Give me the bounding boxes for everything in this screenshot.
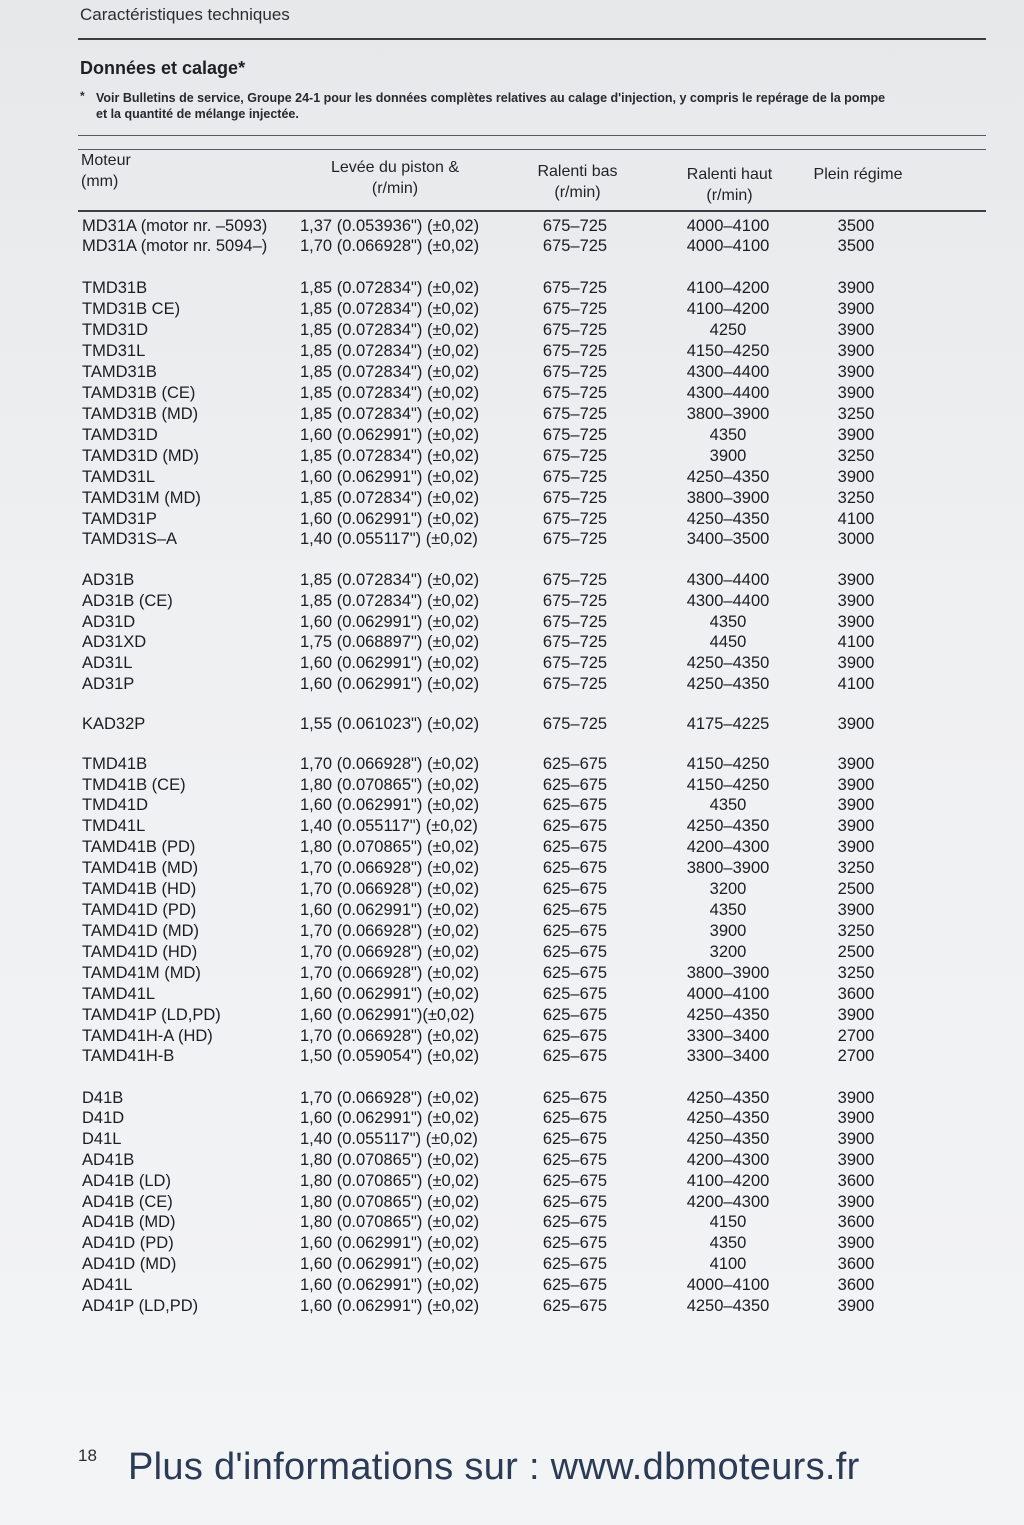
idle-low-cell: 675–725 xyxy=(542,654,608,672)
idle-low-cell: 675–725 xyxy=(542,217,608,235)
full-speed-cell: 3600 xyxy=(837,1213,875,1231)
full-speed-cell: 3900 xyxy=(837,1109,875,1127)
piston-lift-cell: 1,40 (0.055117") (±0,02) xyxy=(300,530,478,548)
column-header-levee-line1: Levée du piston & xyxy=(330,159,460,176)
engine-model-cell: TAMD41H-B xyxy=(82,1047,175,1065)
idle-high-cell: 3800–3900 xyxy=(686,859,770,877)
idle-high-cell: 4250–4350 xyxy=(686,1006,770,1024)
idle-low-cell: 675–725 xyxy=(542,715,608,733)
piston-lift-cell: 1,85 (0.072834") (±0,02) xyxy=(300,571,480,589)
idle-low-cell: 625–675 xyxy=(542,1006,608,1024)
engine-model-cell: AD41B (CE) xyxy=(82,1193,173,1211)
piston-lift-cell: 1,70 (0.066928") (±0,02) xyxy=(300,880,480,898)
full-speed-cell: 3900 xyxy=(837,384,875,402)
idle-low-cell: 625–675 xyxy=(542,1027,608,1045)
idle-high-cell: 3200 xyxy=(709,943,747,961)
full-speed-cell: 3900 xyxy=(837,363,875,381)
idle-high-cell: 3900 xyxy=(709,922,747,940)
piston-lift-cell: 1,85 (0.072834") (±0,02) xyxy=(300,363,480,381)
piston-lift-cell: 1,60 (0.062991") (±0,02) xyxy=(300,675,480,693)
full-speed-cell: 3900 xyxy=(837,1234,875,1252)
piston-lift-cell: 1,60 (0.062991") (±0,02) xyxy=(300,1255,480,1273)
engine-model-cell: TAMD31P xyxy=(82,510,157,528)
idle-low-cell: 625–675 xyxy=(542,859,608,877)
engine-model-cell: D41L xyxy=(82,1130,122,1148)
idle-high-cell: 4200–4300 xyxy=(686,1193,770,1211)
idle-low-cell: 625–675 xyxy=(542,1255,608,1273)
engine-model-cell: MD31A (motor nr. 5094–) xyxy=(82,237,268,255)
idle-low-cell: 675–725 xyxy=(542,633,608,651)
engine-model-cell: TAMD31S–A xyxy=(82,530,178,548)
idle-high-cell: 4350 xyxy=(709,426,747,444)
idle-low-cell: 625–675 xyxy=(542,880,608,898)
idle-low-cell: 675–725 xyxy=(542,613,608,631)
idle-low-cell: 675–725 xyxy=(542,592,608,610)
idle-low-cell: 625–675 xyxy=(542,1193,608,1211)
idle-low-cell: 675–725 xyxy=(542,426,608,444)
footnote-line-2: et la quantité de mélange injectée. xyxy=(96,107,299,121)
idle-low-cell: 675–725 xyxy=(542,468,608,486)
full-speed-cell: 3900 xyxy=(837,300,875,318)
engine-model-cell: TAMD31B xyxy=(82,363,157,381)
idle-high-cell: 4350 xyxy=(709,613,747,631)
engine-model-cell: AD31B (CE) xyxy=(82,592,173,610)
page-header-title: Caractéristiques techniques xyxy=(80,5,290,24)
piston-lift-cell: 1,60 (0.062991") (±0,02) xyxy=(300,1234,480,1252)
full-speed-cell: 3900 xyxy=(837,817,875,835)
full-speed-cell: 3900 xyxy=(837,279,875,297)
idle-high-cell: 3800–3900 xyxy=(686,405,770,423)
full-speed-cell: 3900 xyxy=(837,796,875,814)
idle-high-cell: 4250–4350 xyxy=(686,1130,770,1148)
full-speed-cell: 3900 xyxy=(837,592,875,610)
full-speed-cell: 3250 xyxy=(837,922,875,940)
full-speed-cell: 3900 xyxy=(837,426,875,444)
idle-low-cell: 625–675 xyxy=(542,1213,608,1231)
section-title: Données et calage* xyxy=(80,58,246,78)
idle-high-cell: 4300–4400 xyxy=(686,384,770,402)
column-header-ralenti-bas-line1: Ralenti bas xyxy=(537,163,618,180)
engine-model-cell: AD41D (MD) xyxy=(82,1255,177,1273)
engine-model-cell: D41B xyxy=(82,1089,124,1107)
engine-model-cell: TAMD31B (MD) xyxy=(82,405,199,423)
idle-high-cell: 3900 xyxy=(709,447,747,465)
full-speed-cell: 3900 xyxy=(837,1193,875,1211)
engine-model-cell: TAMD41D (PD) xyxy=(82,901,197,919)
website-banner: Plus d'informations sur : www.dbmoteurs.fr xyxy=(128,1446,860,1488)
piston-lift-cell: 1,85 (0.072834") (±0,02) xyxy=(300,279,480,297)
piston-lift-cell: 1,70 (0.066928") (±0,02) xyxy=(300,922,480,940)
idle-high-cell: 4250–4350 xyxy=(686,654,770,672)
idle-high-cell: 4250–4350 xyxy=(686,468,770,486)
idle-low-cell: 625–675 xyxy=(542,985,608,1003)
idle-high-cell: 4000–4100 xyxy=(686,1276,770,1294)
full-speed-cell: 3500 xyxy=(837,217,875,235)
idle-low-cell: 625–675 xyxy=(542,1109,608,1127)
full-speed-cell: 4100 xyxy=(837,510,875,528)
idle-low-cell: 625–675 xyxy=(542,838,608,856)
engine-model-cell: AD41D (PD) xyxy=(82,1234,174,1252)
idle-high-cell: 3200 xyxy=(709,880,747,898)
full-speed-cell: 3900 xyxy=(837,468,875,486)
idle-high-cell: 4350 xyxy=(709,1234,747,1252)
piston-lift-cell: 1,85 (0.072834") (±0,02) xyxy=(300,384,480,402)
idle-low-cell: 675–725 xyxy=(542,342,608,360)
idle-low-cell: 625–675 xyxy=(542,964,608,982)
idle-low-cell: 625–675 xyxy=(542,1151,608,1169)
full-speed-cell: 3900 xyxy=(837,1006,875,1024)
engine-model-cell: AD31B xyxy=(82,571,135,589)
idle-low-cell: 675–725 xyxy=(542,300,608,318)
idle-high-cell: 4450 xyxy=(709,633,747,651)
full-speed-cell: 3500 xyxy=(837,237,875,255)
piston-lift-cell: 1,70 (0.066928") (±0,02) xyxy=(300,859,480,877)
column-header-plein-regime-line1: Plein régime xyxy=(813,166,903,183)
piston-lift-cell: 1,80 (0.070865") (±0,02) xyxy=(300,1213,480,1231)
idle-high-cell: 4250–4350 xyxy=(686,1089,770,1107)
engine-model-cell: TMD41L xyxy=(82,817,146,835)
idle-low-cell: 625–675 xyxy=(542,1130,608,1148)
engine-model-cell: TMD41D xyxy=(82,796,149,814)
full-speed-cell: 4100 xyxy=(837,633,875,651)
column-header-ralenti-bas-line2: (r/min) xyxy=(554,184,601,201)
idle-low-cell: 625–675 xyxy=(542,901,608,919)
idle-low-cell: 625–675 xyxy=(542,943,608,961)
piston-lift-cell: 1,85 (0.072834") (±0,02) xyxy=(300,447,480,465)
engine-model-cell: TAMD31L xyxy=(82,468,156,486)
engine-model-cell: TAMD41P (LD,PD) xyxy=(82,1006,221,1024)
piston-lift-cell: 1,80 (0.070865") (±0,02) xyxy=(300,1172,480,1190)
idle-high-cell: 4200–4300 xyxy=(686,1151,770,1169)
engine-model-cell: TAMD31B (CE) xyxy=(82,384,196,402)
piston-lift-cell: 1,60 (0.062991") (±0,02) xyxy=(300,1297,480,1315)
full-speed-cell: 3600 xyxy=(837,1276,875,1294)
engine-model-cell: TMD41B xyxy=(82,755,148,773)
engine-model-cell: TAMD41D (HD) xyxy=(82,943,198,961)
engine-model-cell: MD31A (motor nr. –5093) xyxy=(82,217,268,235)
engine-model-cell: KAD32P xyxy=(82,715,146,733)
engine-model-cell: TAMD41M (MD) xyxy=(82,964,201,982)
full-speed-cell: 3900 xyxy=(837,613,875,631)
piston-lift-cell: 1,75 (0.068897") (±0,02) xyxy=(300,633,480,651)
piston-lift-cell: 1,60 (0.062991") (±0,02) xyxy=(300,426,480,444)
idle-low-cell: 675–725 xyxy=(542,384,608,402)
full-speed-cell: 3900 xyxy=(837,755,875,773)
idle-low-cell: 675–725 xyxy=(542,279,608,297)
idle-low-cell: 675–725 xyxy=(542,675,608,693)
engine-model-cell: TMD31B xyxy=(82,279,148,297)
piston-lift-cell: 1,55 (0.061023") (±0,02) xyxy=(300,715,480,733)
idle-high-cell: 4250 xyxy=(709,321,747,339)
full-speed-cell: 3000 xyxy=(837,530,875,548)
full-speed-cell: 3900 xyxy=(837,1297,875,1315)
idle-low-cell: 675–725 xyxy=(542,447,608,465)
idle-high-cell: 3400–3500 xyxy=(686,530,770,548)
full-speed-cell: 3900 xyxy=(837,838,875,856)
piston-lift-cell: 1,85 (0.072834") (±0,02) xyxy=(300,342,480,360)
engine-model-cell: TAMD31D (MD) xyxy=(82,447,200,465)
piston-lift-cell: 1,80 (0.070865") (±0,02) xyxy=(300,838,480,856)
idle-low-cell: 625–675 xyxy=(542,922,608,940)
idle-low-cell: 675–725 xyxy=(542,571,608,589)
idle-low-cell: 625–675 xyxy=(542,755,608,773)
column-header-moteur-line1: Moteur xyxy=(81,152,131,169)
engine-model-cell: AD41B (LD) xyxy=(82,1172,171,1190)
piston-lift-cell: 1,80 (0.070865") (±0,02) xyxy=(300,1151,480,1169)
idle-high-cell: 4350 xyxy=(709,901,747,919)
idle-low-cell: 675–725 xyxy=(542,363,608,381)
idle-high-cell: 4000–4100 xyxy=(686,217,770,235)
idle-high-cell: 3300–3400 xyxy=(686,1047,770,1065)
idle-high-cell: 4150–4250 xyxy=(686,342,770,360)
idle-high-cell: 4250–4350 xyxy=(686,817,770,835)
engine-model-cell: AD41P (LD,PD) xyxy=(82,1297,199,1315)
piston-lift-cell: 1,60 (0.062991")(±0,02) xyxy=(300,1006,475,1024)
idle-high-cell: 4250–4350 xyxy=(686,1297,770,1315)
engine-model-cell: TMD31D xyxy=(82,321,149,339)
piston-lift-cell: 1,60 (0.062991") (±0,02) xyxy=(300,1109,480,1127)
piston-lift-cell: 1,80 (0.070865") (±0,02) xyxy=(300,776,480,794)
idle-high-cell: 4000–4100 xyxy=(686,985,770,1003)
idle-low-cell: 675–725 xyxy=(542,510,608,528)
engine-model-cell: AD31XD xyxy=(82,633,147,651)
piston-lift-cell: 1,60 (0.062991") (±0,02) xyxy=(300,468,480,486)
full-speed-cell: 2700 xyxy=(837,1027,875,1045)
engine-model-cell: TAMD41H-A (HD) xyxy=(82,1027,213,1045)
piston-lift-cell: 1,80 (0.070865") (±0,02) xyxy=(300,1193,480,1211)
full-speed-cell: 3250 xyxy=(837,405,875,423)
engine-model-cell: TAMD31M (MD) xyxy=(82,489,201,507)
idle-high-cell: 4150 xyxy=(709,1213,747,1231)
idle-low-cell: 625–675 xyxy=(542,1089,608,1107)
piston-lift-cell: 1,70 (0.066928") (±0,02) xyxy=(300,964,480,982)
idle-high-cell: 4150–4250 xyxy=(686,776,770,794)
footnote-marker: * xyxy=(80,89,85,103)
idle-low-cell: 625–675 xyxy=(542,776,608,794)
full-speed-cell: 3900 xyxy=(837,321,875,339)
idle-low-cell: 625–675 xyxy=(542,1297,608,1315)
full-speed-cell: 3900 xyxy=(837,1151,875,1169)
engine-model-cell: TMD31B CE) xyxy=(82,300,181,318)
idle-high-cell: 4300–4400 xyxy=(686,363,770,381)
piston-lift-cell: 1,40 (0.055117") (±0,02) xyxy=(300,1130,478,1148)
piston-lift-cell: 1,70 (0.066928") (±0,02) xyxy=(300,1089,480,1107)
piston-lift-cell: 1,70 (0.066928") (±0,02) xyxy=(300,943,480,961)
full-speed-cell: 4100 xyxy=(837,675,875,693)
idle-low-cell: 675–725 xyxy=(542,530,608,548)
engine-model-cell: AD31P xyxy=(82,675,135,693)
idle-high-cell: 4100–4200 xyxy=(686,279,770,297)
footnote-line-1: Voir Bulletins de service, Groupe 24-1 pour les données complètes relatives au calage d'injection, y compris le repérage de la pompe xyxy=(96,91,886,105)
idle-high-cell: 4250–4350 xyxy=(686,675,770,693)
piston-lift-cell: 1,50 (0.059054") (±0,02) xyxy=(300,1047,480,1065)
piston-lift-cell: 1,60 (0.062991") (±0,02) xyxy=(300,796,480,814)
engine-model-cell: TAMD41B (HD) xyxy=(82,880,197,898)
idle-low-cell: 625–675 xyxy=(542,1172,608,1190)
full-speed-cell: 3250 xyxy=(837,447,875,465)
engine-model-cell: TAMD31D xyxy=(82,426,158,444)
idle-high-cell: 4200–4300 xyxy=(686,838,770,856)
piston-lift-cell: 1,85 (0.072834") (±0,02) xyxy=(300,405,480,423)
idle-high-cell: 4300–4400 xyxy=(686,592,770,610)
idle-high-cell: 4175–4225 xyxy=(686,715,770,733)
piston-lift-cell: 1,60 (0.062991") (±0,02) xyxy=(300,613,480,631)
engine-model-cell: TAMD41B (MD) xyxy=(82,859,199,877)
idle-low-cell: 625–675 xyxy=(542,1234,608,1252)
piston-lift-cell: 1,37 (0.053936") (±0,02) xyxy=(300,217,480,235)
idle-low-cell: 675–725 xyxy=(542,489,608,507)
full-speed-cell: 2700 xyxy=(837,1047,875,1065)
piston-lift-cell: 1,60 (0.062991") (±0,02) xyxy=(300,510,480,528)
piston-lift-cell: 1,40 (0.055117") (±0,02) xyxy=(300,817,478,835)
piston-lift-cell: 1,70 (0.066928") (±0,02) xyxy=(300,237,480,255)
full-speed-cell: 3900 xyxy=(837,571,875,589)
idle-high-cell: 4300–4400 xyxy=(686,571,770,589)
full-speed-cell: 3250 xyxy=(837,964,875,982)
piston-lift-cell: 1,85 (0.072834") (±0,02) xyxy=(300,489,480,507)
idle-high-cell: 4250–4350 xyxy=(686,1109,770,1127)
full-speed-cell: 3250 xyxy=(837,859,875,877)
piston-lift-cell: 1,85 (0.072834") (±0,02) xyxy=(300,300,480,318)
piston-lift-cell: 1,70 (0.066928") (±0,02) xyxy=(300,755,480,773)
idle-high-cell: 4350 xyxy=(709,796,747,814)
piston-lift-cell: 1,60 (0.062991") (±0,02) xyxy=(300,985,480,1003)
engine-model-cell: AD41L xyxy=(82,1276,133,1294)
engine-model-cell: TAMD41D (MD) xyxy=(82,922,200,940)
column-header-ralenti-haut-line1: Ralenti haut xyxy=(686,166,773,183)
engine-model-cell: TAMD41B (PD) xyxy=(82,838,196,856)
engine-model-cell: AD41B (MD) xyxy=(82,1213,176,1231)
engine-model-cell: TMD31L xyxy=(82,342,146,360)
full-speed-cell: 3900 xyxy=(837,776,875,794)
idle-high-cell: 4250–4350 xyxy=(686,510,770,528)
idle-low-cell: 625–675 xyxy=(542,1047,608,1065)
engine-model-cell: D41D xyxy=(82,1109,125,1127)
idle-low-cell: 625–675 xyxy=(542,796,608,814)
full-speed-cell: 3250 xyxy=(837,489,875,507)
full-speed-cell: 3600 xyxy=(837,1255,875,1273)
engine-model-cell: TMD41B (CE) xyxy=(82,776,186,794)
piston-lift-cell: 1,85 (0.072834") (±0,02) xyxy=(300,592,480,610)
full-speed-cell: 3900 xyxy=(837,1089,875,1107)
page-number: 18 xyxy=(78,1446,97,1465)
idle-high-cell: 3800–3900 xyxy=(686,489,770,507)
idle-high-cell: 3800–3900 xyxy=(686,964,770,982)
full-speed-cell: 2500 xyxy=(837,880,875,898)
full-speed-cell: 3900 xyxy=(837,901,875,919)
idle-high-cell: 4150–4250 xyxy=(686,755,770,773)
idle-high-cell: 4100–4200 xyxy=(686,300,770,318)
piston-lift-cell: 1,60 (0.062991") (±0,02) xyxy=(300,1276,480,1294)
column-header-levee-line2: (r/min) xyxy=(371,180,419,197)
idle-low-cell: 675–725 xyxy=(542,237,608,255)
column-header-ralenti-haut-line2: (r/min) xyxy=(706,187,753,204)
full-speed-cell: 3600 xyxy=(837,985,875,1003)
engine-model-cell: AD31L xyxy=(82,654,133,672)
idle-high-cell: 4100–4200 xyxy=(686,1172,770,1190)
idle-high-cell: 4000–4100 xyxy=(686,237,770,255)
engine-model-cell: AD31D xyxy=(82,613,136,631)
piston-lift-cell: 1,60 (0.062991") (±0,02) xyxy=(300,654,480,672)
full-speed-cell: 3900 xyxy=(837,342,875,360)
piston-lift-cell: 1,70 (0.066928") (±0,02) xyxy=(300,1027,480,1045)
full-speed-cell: 3600 xyxy=(837,1172,875,1190)
piston-lift-cell: 1,85 (0.072834") (±0,02) xyxy=(300,321,480,339)
idle-high-cell: 3300–3400 xyxy=(686,1027,770,1045)
full-speed-cell: 3900 xyxy=(837,654,875,672)
idle-low-cell: 625–675 xyxy=(542,1276,608,1294)
column-header-moteur-line2: (mm) xyxy=(81,173,119,190)
idle-low-cell: 675–725 xyxy=(542,321,608,339)
piston-lift-cell: 1,60 (0.062991") (±0,02) xyxy=(300,901,480,919)
full-speed-cell: 3900 xyxy=(837,715,875,733)
engine-model-cell: AD41B xyxy=(82,1151,135,1169)
full-speed-cell: 2500 xyxy=(837,943,875,961)
idle-low-cell: 625–675 xyxy=(542,817,608,835)
idle-low-cell: 675–725 xyxy=(542,405,608,423)
full-speed-cell: 3900 xyxy=(837,1130,875,1148)
engine-model-cell: TAMD41L xyxy=(82,985,156,1003)
idle-high-cell: 4100 xyxy=(709,1255,747,1273)
